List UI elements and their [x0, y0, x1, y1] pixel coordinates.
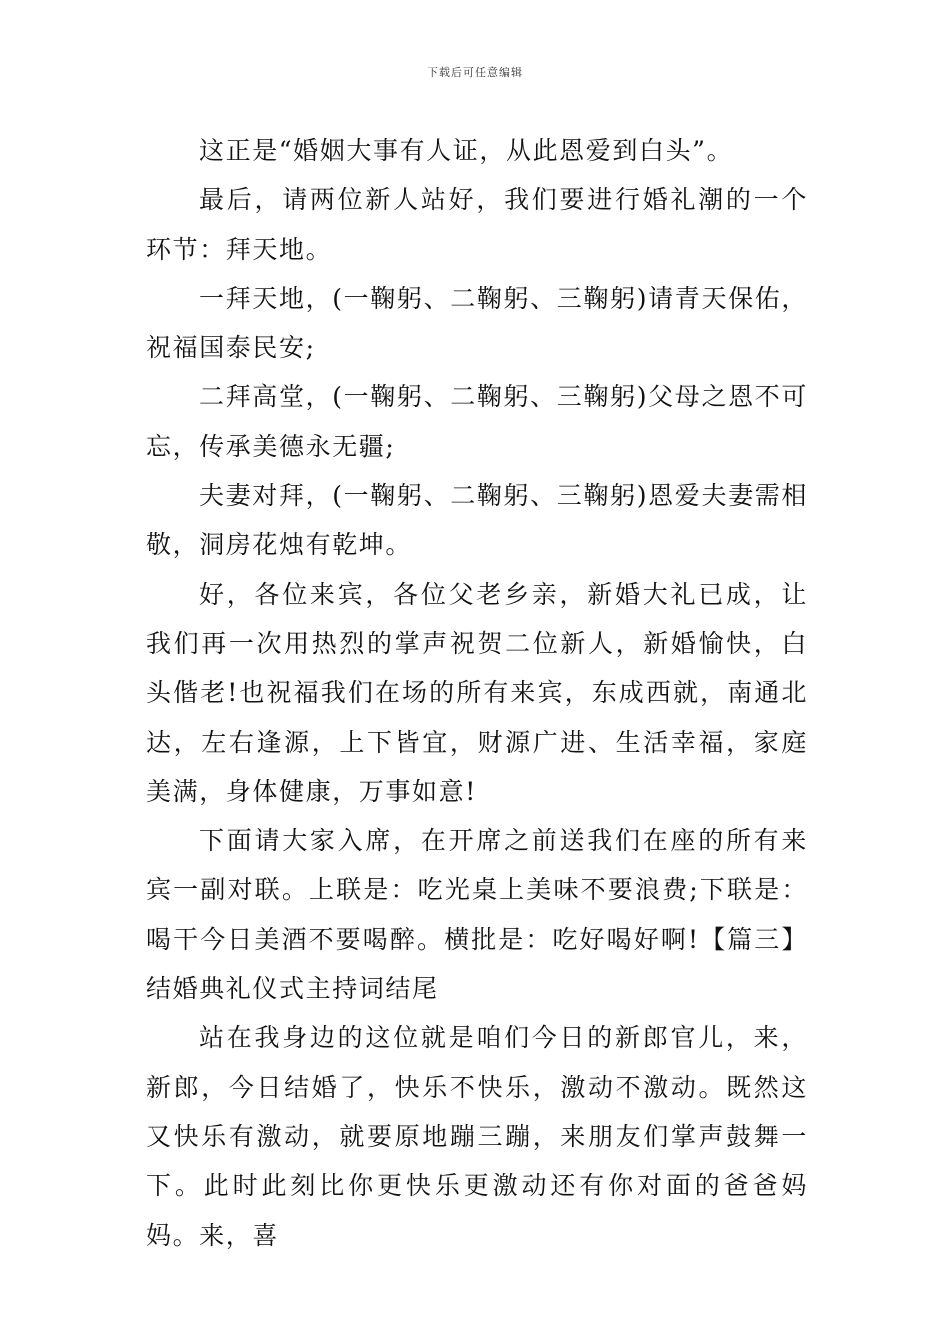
paragraph: 二拜高堂，(一鞠躬、二鞠躬、三鞠躬)父母之恩不可忘，传承美德永无疆; [146, 382, 808, 461]
paragraph: 夫妻对拜，(一鞠躬、二鞠躬、三鞠躬)恩爱夫妻需相敬，洞房花烛有乾坤。 [146, 481, 808, 560]
document-body [146, 126, 808, 1260]
page-header: 下载后可任意编辑 [427, 66, 523, 79]
paragraph: 这正是“婚姻大事有人证，从此恩爱到白头”。 [199, 136, 734, 165]
paragraph: 下面请大家入席，在开席之前送我们在座的所有来宾一副对联。上联是：吃光桌上美味不要浪费;下联是：喝干今日美酒不要喝醉。横批是：吃好喝好啊!【篇三】结婚典礼仪式主持词结尾 [146, 826, 808, 1004]
paragraph: 最后，请两位新人站好，我们要进行婚礼潮的一个环节：拜天地。 [146, 185, 808, 264]
paragraph: 一拜天地，(一鞠躬、二鞠躬、三鞠躬)请青天保佑，祝福国泰民安; [146, 283, 808, 363]
paragraph: 好，各位来宾，各位父老乡亲，新婚大礼已成，让我们再一次用热烈的掌声祝贺二位新人，新婚愉快，白头偕老!也祝福我们在场的所有来宾，东成西就，南通北达，左右逢源，上下皆宜，财源广进、生活幸福，家庭美满，身体健康，万事如意! [146, 579, 808, 806]
paragraph: 站在我身边的这位就是咱们今日的新郎官儿，来，新郎，今日结婚了，快乐不快乐，激动不激动。既然这又快乐有激动，就要原地蹦三蹦，来朋友们掌声鼓舞一下。此时此刻比你更快乐更激动还有你对面的爸爸妈妈。来，喜 [146, 1023, 808, 1250]
